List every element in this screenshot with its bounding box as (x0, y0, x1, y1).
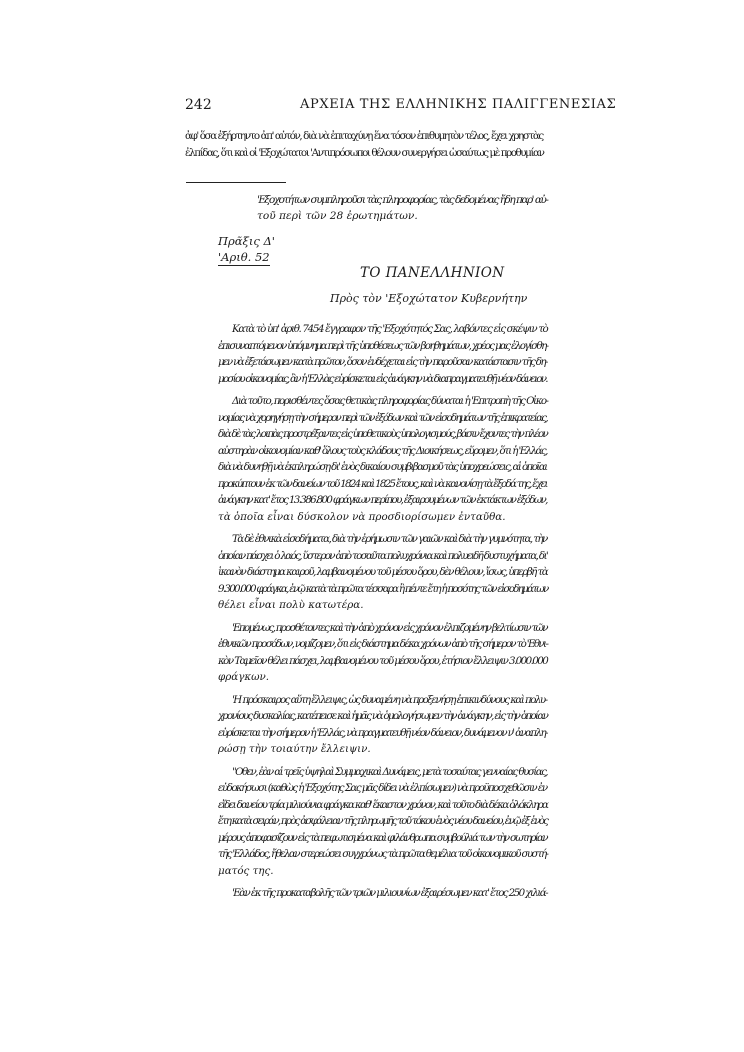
paragraph-line: διὰ νὰ δυνηθῇ νὰ ἐκπληρώσῃ δι' ἑνὸς δικαίου συμβιβασμοῦ τὰς ὑποχρεώσεις, αἱ ὁποῖαι (218, 461, 547, 473)
paragraph (218, 393, 547, 525)
top-text-line: ἀφ' ὅσα ἐξήρτηντο ἀπ' αὐτόν, διὰ νὰ ἐπιταχύνῃ ἕνα τόσον ἐπιθυμητὸν τέλος, ἔχει χρηστὰς (185, 130, 543, 142)
top-text-block (185, 128, 543, 162)
paragraph-line: ἱκανὸν διάστημα καιροῦ, λαμβανομένου τοῦ μέσου ὅρου, δὲν θέλουν, ἴσως, ὑπερβῆ τὰ (218, 566, 548, 578)
paragraph-line: ματός της. (218, 864, 274, 877)
paragraph-line: φράγκων. (218, 671, 270, 683)
page-number: 242 (185, 97, 212, 113)
paragraph (218, 692, 547, 758)
paragraph-line: μεν νὰ ἐξετάσωμεν κατὰ πρῶτον, ὅσον ἐνδέχεται εἰς τὴν παροῦσαν κατάστασιν τῆς δη- (218, 356, 547, 368)
paragraph-line: διὰ δὲ τὰς λοιπὰς προστρέξαντες εἰς ὑποθετικοὺς ὑπολογισμούς, βάσιν ἔχοντες τὴν πλέον (218, 428, 547, 440)
paragraph-line: εἴδει δανείου τρία μιλιούνια φράγκα καθ' ἕκαστον χρόνον, καὶ τοῦτο διὰ δέκα ὁλόκληρα (218, 798, 548, 811)
paragraph-line: μοσίου οἰκονομίας, ἂν ἡ 'Ελλὰς εὑρίσκεται εἰς ἀνάγκην νὰ διαπραγματευθῇ νέον δάνειον. (218, 372, 547, 385)
paragraph-line: 'Η πρόσκαιρος αὕτη ἔλλειψις, ὡς δυναμένη νὰ προξενήσῃ ἐπικινδύνους καὶ πολυ- (232, 693, 547, 706)
document-act: Πρᾶξις Δ' (218, 234, 275, 248)
paragraph (218, 321, 547, 387)
paragraph-line: ἔτη κατὰ σειράν, πρὸς ἀσφάλειαν τῆς πληρωμῆς τοῦ τόκου ἑνὸς νέου δανείου, ἐνῷ ἐξ ἑνὸς (218, 815, 548, 827)
paragraph-line: Κατὰ τὸ ὑπ' ἀριθ. 7454 ἔγγραφον τῆς 'Εξοχότητός Σας, λαβόντες εἰς σκέψιν τὸ (232, 323, 548, 335)
paragraph-line: εὑρίσκεται τὴν σήμερον ἡ 'Ελλάς, νὰ πραγματευθῇ νέον δάνειον, δυνάμενον ν' ἀναπλη- (218, 726, 547, 739)
paragraph-line: τὰ ὁποῖα εἶναι δύσκολον νὰ προσδιορίσωμεν ἐνταῦθα. (218, 510, 506, 523)
document-reference (218, 233, 275, 266)
paragraph-line: "Οθεν, ἐὰν αἱ τρεῖς ὑψηλαὶ Συμμαχικαὶ Δυνάμεις, μετὰ τοσαύτας γενναίας θυσίας, (232, 765, 547, 778)
paragraph (218, 764, 547, 880)
document-number: 'Αριθ. 52 (218, 250, 270, 264)
paragraph-line: ἐπισυναπτόμενον ὑπόμνημα περὶ τῆς ὑποθέσεως τῶν βοηθημάτων, χρέος μας ἐλογίσθη- (218, 339, 548, 352)
paragraph-line: μέρους ἀποφασίζουν εἰς τὰ πεφωτισμένα καὶ φιλάνθρωπα συμβούλιά των τὴν σωτηρίαν (218, 831, 547, 844)
paragraph-line: κὸν Ταμεῖον θέλει πάσχει, λαμβανομένου τοῦ μέσου ὅρου, ἐτήσιον ἔλλειψιν 3.000.000 (218, 654, 548, 667)
paragraph-line: αὐστηρὰν οἰκονομίαν καθ' ὅλους τοὺς κλάδους τῆς Διοικήσεως, εὕρομεν, ὅτι ἡ 'Ελλάς, (218, 444, 547, 457)
body-text (218, 321, 547, 908)
addressee: Πρὸς τὸν 'Εξοχώτατον Κυβερνήτην (330, 292, 528, 305)
document-title: ΤΟ ΠΑΝΕΛΛΗΝΙΟΝ (360, 265, 505, 281)
paragraph-line: τῆς 'Ελλάδος, ἤθελαν στερεώσει συγχρόνως τὰ πρῶτα θεμέλια τοῦ οἰκονομικοῦ συστή- (218, 848, 548, 860)
paragraph-line: νομίας νὰ χορηγήσῃ τὴν σήμερον περὶ τῶν ἐξόδων καὶ τῶν εἰσοδημάτων τῆς ἐπικρατείας, (218, 411, 547, 424)
running-title: ΑΡΧΕΙΑ ΤΗΣ ΕΛΛΗΝΙΚΗΣ ΠΑΛΙΓΓΕΝΕΣΙΑΣ (300, 97, 617, 112)
paragraph-line: προκύπτουν ἐκ τῶν δανείων τοῦ 1824 καὶ 1825 ἔτους, καὶ νὰ κανονίσῃ τὰ ἔξοδά της, ἔχει (218, 477, 547, 490)
paragraph-line: ἀνάγκην κατ' ἔτος 13.386.800 φράγκων περίπου, ἐξαιρουμένων τῶν ἐκτάκτων ἐξόδων, (218, 494, 547, 506)
footnote-line: 'Εξοχοτήτων συμπληρoῦσι τὰς πληροφορίας, τὰς δεδομένας ἤδη παρ' αὐ- (257, 194, 548, 206)
paragraph-line: Τὰ δὲ ἐθνικὰ εἰσοδήματα, διὰ τὴν ἐρήμωσιν τῶν γαιῶν καὶ διὰ τὴν γυμνότητα, τὴν (232, 533, 547, 545)
footnote (257, 192, 547, 224)
paragraph-line: 'Εὰν ἐκ τῆς προκαταβολῆς τῶν τριῶν μιλιουνίων ἐξαιρέσωμεν κατ' ἔτος 250 χιλιά- (232, 887, 547, 899)
paragraph-line: Διὰ τοῦτο, πορισθέντες ὅσας θετικὰς πληροφορίας δύναται ἡ 'Επιτροπὴ τῆς Οἰκο- (232, 395, 548, 407)
paragraph-line: 'Επομένως, προσθέτοντες καὶ τὴν ἀπὸ χρόνον εἰς χρόνον ἐλπιζομένην βελτίωσιν τῶν (232, 621, 547, 634)
paragraph-line: χρονίους δυσκολίας, κατέπεισε καὶ ἡμᾶς νὰ ὁμολογήσωμεν τὴν ἀνάγκην, εἰς τὴν ὁποίαν (218, 710, 548, 722)
footnote-line: τοῦ περὶ τῶν 28 ἐρωτημάτων. (257, 210, 418, 222)
footnote-rule (186, 182, 286, 183)
paragraph-line: 9.300.000 φράγκα, ἐνῷ κατὰ τὰ πρῶτα τέσσαρα ἢ πέντε ἔτη ἡ ποσότης τῶν εἰσοδημάτων (218, 582, 548, 595)
top-text-line: ἐλπίδας, ὅτι καὶ οἱ 'Εξοχώτατοι 'Αντιπρόσωποι θέλουν συνεργήσει ὡσαύτως μὲ προθυμίαν (185, 147, 544, 159)
paragraph-line: θέλει εἶναι πολὺ κατωτέρα. (218, 599, 364, 611)
paragraph (218, 531, 547, 614)
paragraph-line: ἐθνικῶν προσόδων, νομίζομεν, ὅτι εἰς διάστημα δέκα χρόνων ἀπὸ τῆς σήμερον τὸ 'Εθνι- (218, 638, 548, 650)
paragraph (218, 620, 547, 686)
paragraph-line: ρώσῃ τὴν τοιαύτην ἔλλειψιν. (218, 743, 371, 755)
paragraph-line: εὐδοκήσωσι (καθὼς ἡ 'Εξοχότης Σας μᾶς δίδει νὰ ἐλπίσωμεν) νὰ προϋποσχεθῶσιν ἐν (218, 782, 547, 794)
paragraph-line: ὁποίαν πάσχει ὁ λαός, ὕστερον ἀπὸ τοσαῦτα πολυχρόνια καὶ πολυειδῆ δυστυχήματα, δι' (218, 549, 547, 562)
paragraph (218, 885, 547, 902)
